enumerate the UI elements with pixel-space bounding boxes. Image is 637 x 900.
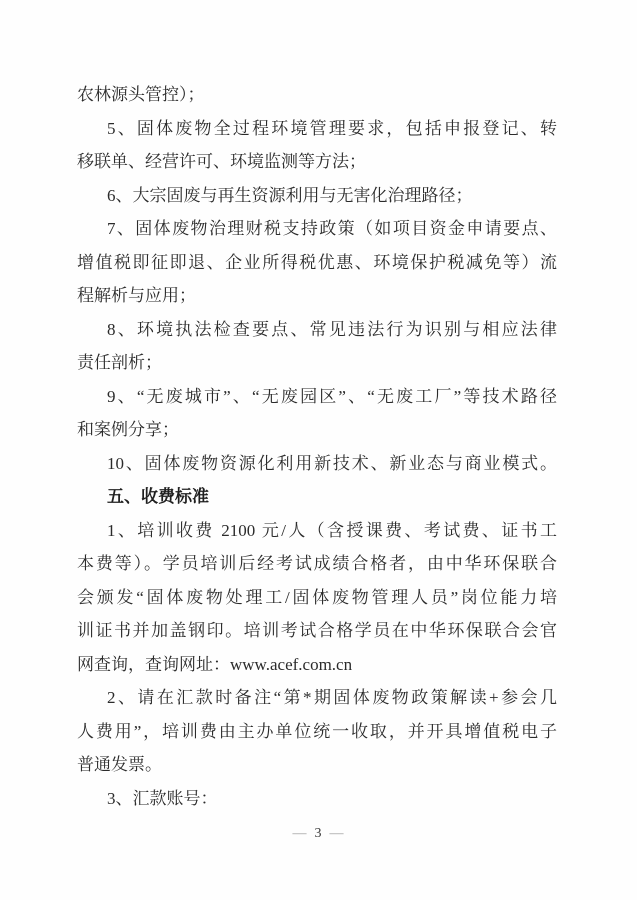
document-line: 本费等）。学员培训后经考试成绩合格者，由中华环保联合 [77,554,557,573]
document-line: 增值税即征即退、企业所得税优惠、环境保护税减免等）流 [77,252,557,272]
document-line-fee-item-3: 3、汇款账号： [107,788,218,808]
document-line: 程解析与应用； [77,286,196,305]
document-text-block [77,78,557,815]
document-line: 会颁发“固体废物处理工/固体废物管理人员”岗位能力培 [77,587,557,607]
document-line-item-8: 8、环境执法检查要点、常见违法行为识别与相应法律 [107,319,557,339]
footer-right-dash: — [329,826,345,841]
document-line-fee-item-1: 1、培训收费 2100 元/人（含授课费、考试费、证书工 [107,520,557,540]
document-line-item-6: 6、大宗固废与再生资源利用与无害化治理路径； [107,185,473,205]
section-heading-fees: 五、收费标准 [107,487,209,506]
document-line-item-9: 9、“无废城市”、“无废园区”、“无废工厂”等技术路径 [107,386,557,406]
document-line: 移联单、经营许可、环境监测等方法； [77,152,366,171]
page-number: 3 [314,826,323,841]
document-line-item-10: 10、固体废物资源化利用新技术、新业态与商业模式。 [107,453,557,473]
document-line-fee-item-2: 2、请在汇款时备注“第*期固体废物政策解读+参会几 [107,688,557,707]
document-line: 人费用”，培训费由主办单位统一收取，并开具增值税电子 [77,721,557,741]
document-line: 普通发票。 [77,755,162,774]
document-line: 责任剖析； [77,353,162,372]
document-line: 和案例分享； [77,420,179,439]
document-line-item-5: 5、固体废物全过程环境管理要求，包括申报登记、转 [107,118,557,138]
footer-left-dash: — [292,826,308,841]
document-line-website: 网查询，查询网址：www.acef.com.cn [77,654,353,674]
document-line-item-7: 7、固体废物治理财税支持政策（如项目资金申请要点、 [107,219,557,238]
document-line: 训证书并加盖钢印。培训考试合格学员在中华环保联合会官 [77,621,557,640]
document-line-continuation: 农林源头管控）； [77,85,205,104]
page-footer [0,826,637,842]
